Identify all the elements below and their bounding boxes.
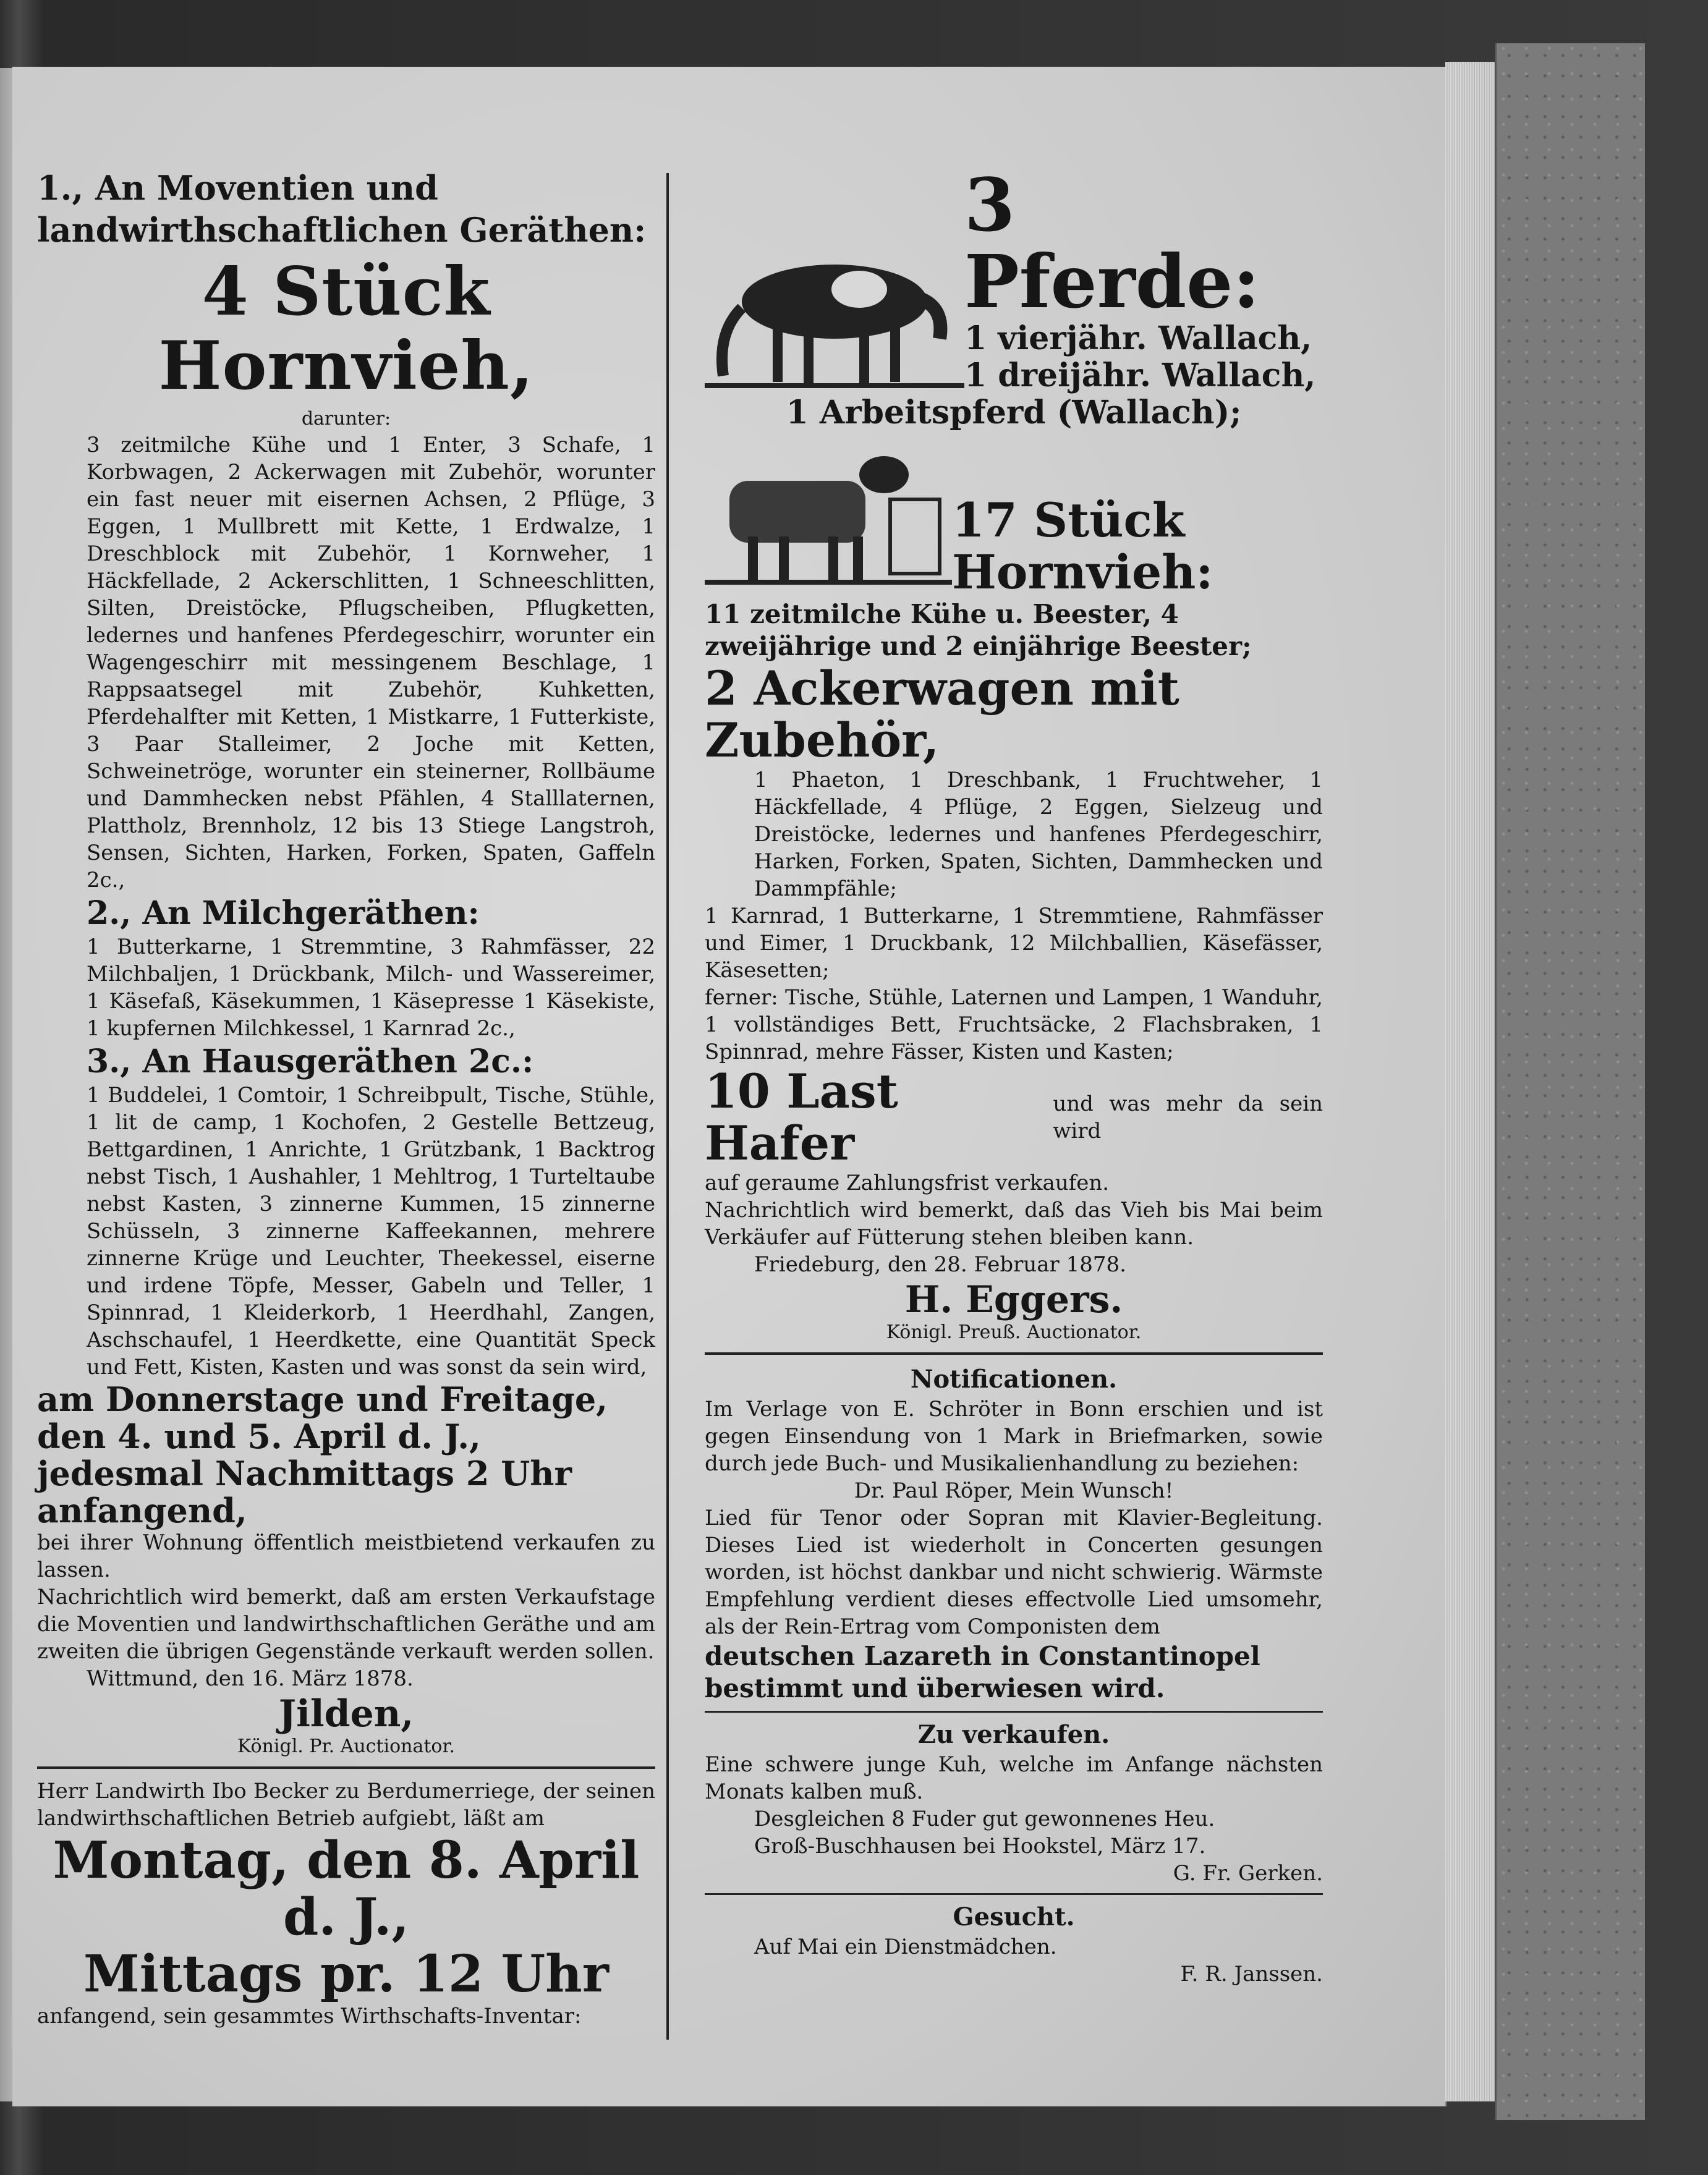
pferde-heading: 3 Pferde:	[964, 162, 1260, 324]
horse-block	[705, 162, 1323, 394]
notifications-title: Notificationen.	[910, 1365, 1118, 1394]
right-divider-2	[705, 1711, 1323, 1713]
cow-block	[705, 431, 1323, 598]
ad2-time: Mittags pr. 12 Uhr	[83, 1944, 609, 2004]
right-column	[705, 162, 1323, 2033]
notifications-desc: Lied für Tenor oder Sopran mit Klavier-Begleitung. Dieses Lied ist wiederholt in Concerten gesungen worden, ist höchst dankbar und nicht schwierig. Wärmste Empfehlung verdient dieses effectvolle Lied umsomehr, als der Rein-Ertrag vom Componisten dem	[705, 1506, 1323, 1639]
notifications-text: Im Verlage von E. Schröter in Bonn erschien und ist gegen Einsendung von 1 Mark in Briefmarken, sowie durch jede Buch- und Musikalienhandlung zu beziehen:	[705, 1397, 1323, 1476]
left-place-date: Wittmund, den 16. März 1878.	[87, 1666, 414, 1691]
hornvieh-heading: 4 Stück Hornvieh,	[158, 253, 534, 405]
stueck-heading: 17 Stück	[952, 493, 1185, 548]
hornvieh-heading-right: Hornvieh:	[952, 545, 1213, 600]
items-list-3: 1 Buddelei, 1 Comtoir, 1 Schreibpult, Tische, Stühle, 1 lit de camp, 1 Kochofen, 2 Gestelle Bettzeug, Bettgardinen, 1 Anrichte, 1 Grützbank, 1 Backtrog nebst Tisch, 1 Aushahler, 1 Mehltrog, 1 Turteltaube nebst Kasten, 3 zinnerne Kummen, 15 zinnerne Schüsseln, 3 zinnerne Kaffeekannen, mehrere zinnerne Krüge und Leuchter, Theekessel, eiserne und irdene Töpfe, Messer, Gabeln und Teller, 1 Spinnrad, 1 Kleiderkorb, 1 Heerdhahl, Zangen, Aschschaufel, 1 Heerdkette, eine Quantität Speck und Fett, Kisten, Kasten und was sonst da sein wird,	[87, 1083, 655, 1380]
items-list-1: 3 zeitmilche Kühe und 1 Enter, 3 Schafe, 1 Korbwagen, 2 Ackerwagen mit Zubehör, worunter ein fast neuer mit eisernen Achsen, 2 Pflüge, 3 Eggen, 1 Mullbrett mit Kette, 1 Erdwalze, 1 Dreschblock mit Zubehör, 1 Kornweher, 1 Häckfellade, 2 Ackerschlitten, 1 Schneeschlitten, Silten, Dreistöcke, Pflugscheiben, Pflugketten, ledernes und hanfenes Pferdegeschirr, worunter ein Wagengeschirr mit messingenem Beschlage, 1 Rappsaatsegel mit Zubehör, Kuhketten, Pferdehalfter mit Ketten, 1 Mistkarre, 1 Futterkiste, 3 Paar Stalleimer, 2 Joche mit Ketten, Schweinetröge, worunter ein steinerner, Rollbäume und Dammhecken nebst Pfählen, 4 Stalllaternen, Plattholz, Brennholz, 12 bis 13 Stiege Langstroh, Sensen, Sichten, Harken, Forken, Spaten, Gaffeln 2c.,	[87, 433, 655, 892]
hafer-line	[705, 1066, 1323, 1169]
wanted-signer: F. R. Janssen.	[1180, 1962, 1323, 1986]
sell-place: Groß-Buschhausen bei Hookstel, März 17.	[754, 1834, 1206, 1859]
frist-text: auf geraume Zahlungsfrist verkaufen.	[705, 1171, 1110, 1195]
cow-heading-block	[952, 494, 1213, 598]
wanted-title: Gesucht.	[953, 1902, 1075, 1931]
page-edges	[1445, 62, 1495, 2101]
sell-signer: G. Fr. Gerken.	[1173, 1861, 1323, 1886]
arbeitspferd: 1 Arbeitspferd (Wallach);	[786, 394, 1242, 431]
right-divider-3	[705, 1893, 1323, 1895]
sell-text-2: Desgleichen 8 Fuder gut gewonnenes Heu.	[754, 1807, 1215, 1831]
left-divider	[37, 1766, 655, 1769]
sale-text: bei ihrer Wohnung öffentlich meistbietend verkaufen zu lassen.	[37, 1530, 655, 1582]
sell-text: Eine schwere junge Kuh, welche im Anfange nächsten Monats kalben muß.	[705, 1752, 1323, 1804]
items-list-2: 1 Butterkarne, 1 Stremmtine, 3 Rahmfässer, 22 Milchbaljen, 1 Drückbank, Milch- und Wassereimer, 1 Käsefaß, Käsekummen, 1 Käsepresse 1 Käsekiste, 1 kupfernen Milchkessel, 1 Karnrad 2c.,	[87, 935, 655, 1041]
ad2-tail: anfangend, sein gesammtes Wirthschafts-Inventar:	[37, 2004, 582, 2029]
ackerwagen-heading: 2 Ackerwagen mit Zubehör,	[705, 661, 1179, 768]
wallach-2: 1 dreijähr. Wallach,	[964, 357, 1316, 394]
horse-illustration	[705, 240, 964, 394]
wanted-text: Auf Mai ein Dienstmädchen.	[754, 1935, 1057, 1959]
left-signer: Jilden,	[278, 1692, 414, 1736]
left-heading: 1., An Moventien und landwirthschaftlichen Geräthen:	[37, 168, 647, 250]
darunter-label: darunter:	[301, 408, 391, 430]
items-a: 1 Phaeton, 1 Dreschbank, 1 Fruchtweher, 1 Häckfellade, 4 Pflüge, 2 Eggen, Sielzeug und Dreistöcke, ledernes und hanfenes Pferdegeschirr, Harken, Forken, Spaten, Sichten, Dammhecken und Dammpfähle;	[754, 768, 1323, 901]
section-milk: 2., An Milchgeräthen:	[87, 894, 480, 932]
notifications-bold: deutschen Lazareth in Constantinopel bestimmt und überwiesen wird.	[705, 1641, 1260, 1703]
section-house: 3., An Hausgeräthen 2c.:	[87, 1043, 534, 1080]
book-cover	[1495, 43, 1645, 2120]
hafer-heading: 10 Last Hafer	[705, 1064, 898, 1171]
right-note: Nachrichtlich wird bemerkt, daß das Vieh bis Mai beim Verkäufer auf Fütterung stehen bleiben kann.	[705, 1198, 1323, 1250]
left-column	[37, 167, 655, 2033]
ad2-text: Herr Landwirth Ibo Becker zu Berdumerriege, der seinen landwirthschaftlichen Betrieb aufgiebt, läßt am	[37, 1779, 655, 1831]
right-signer-title: Königl. Preuß. Auctionator.	[886, 1321, 1142, 1343]
notifications-song: Dr. Paul Röper, Mein Wunsch!	[854, 1478, 1174, 1503]
items-c: ferner: Tische, Stühle, Laternen und Lampen, 1 Wanduhr, 1 vollständiges Bett, Fruchtsäcke, 2 Flachsbraken, 1 Spinnrad, mehre Fässer, Kisten und Kasten;	[705, 985, 1323, 1064]
kuehe-text: 11 zeitmilche Kühe u. Beester, 4 zweijährige und 2 einjährige Beester;	[705, 599, 1252, 661]
left-signer-title: Königl. Pr. Auctionator.	[237, 1736, 456, 1757]
horse-heading-block	[964, 162, 1323, 394]
column-divider	[666, 173, 669, 2040]
items-b: 1 Karnrad, 1 Butterkarne, 1 Stremmtiene, Rahmfässer und Eimer, 1 Druckbank, 12 Milchballien, Käsefässer, Käsesetten;	[705, 904, 1323, 983]
cow-illustration	[705, 431, 952, 598]
right-place-date: Friedeburg, den 28. Februar 1878.	[754, 1252, 1126, 1277]
hafer-tail: und was mehr da sein wird	[1053, 1092, 1323, 1143]
sell-title: Zu verkaufen.	[917, 1720, 1110, 1749]
right-divider-1	[705, 1352, 1323, 1355]
right-signer: H. Eggers.	[904, 1278, 1123, 1321]
wallach-1: 1 vierjähr. Wallach,	[964, 320, 1312, 357]
ad2-date: Montag, den 8. April d. J.,	[53, 1831, 640, 1947]
sale-note: Nachrichtlich wird bemerkt, daß am ersten Verkaufstage die Moventien und landwirthschaftlichen Geräthe und am zweiten die übrigen Gegenstände verkauft werden sollen.	[37, 1585, 655, 1664]
auction-dates: am Donnerstage und Freitage, den 4. und 5. April d. J., jedesmal Nachmittags 2 Uhr anfangend,	[37, 1380, 608, 1530]
